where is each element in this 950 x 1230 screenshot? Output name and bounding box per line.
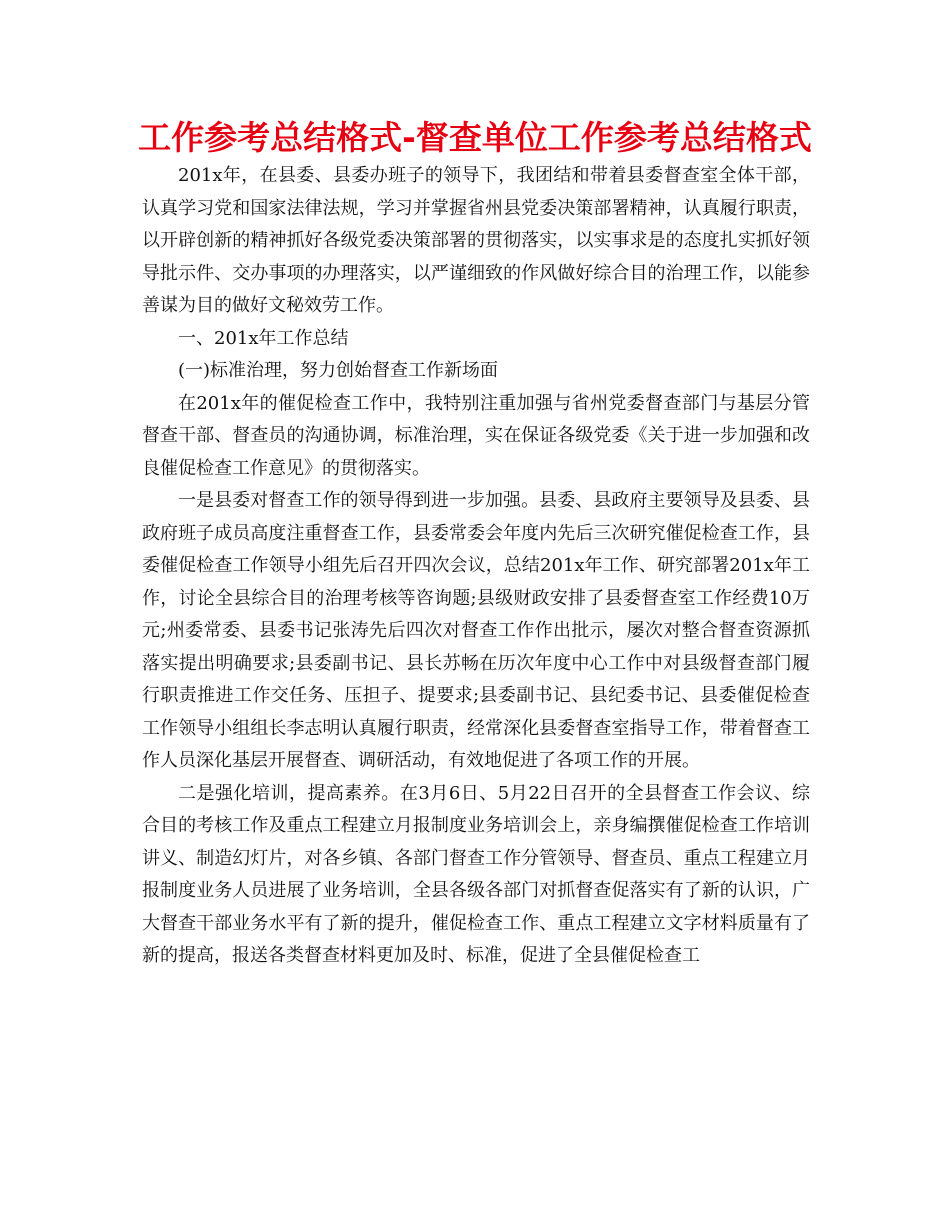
paragraph-coordination: 在201x年的催促检查工作中，我特别注重加强与省州党委督查部门与基层分管督查干部、督查员的沟通协调，标准治理，实在保证各级党委《关于进一步加强和改良催促检查工作意见》的贯彻落实。	[142, 392, 810, 479]
document-body	[142, 160, 810, 973]
document-title: 工作参考总结格式-督查单位工作参考总结格式	[138, 118, 812, 157]
paragraph-intro: 201x年，在县委、县委办班子的领导下，我团结和带着县委督查室全体干部，认真学习党和国家法律法规，学习并掌握省州县党委决策部署精神，认真履行职责，以开辟创新的精神抓好各级党委决策部署的贯彻落实，以实事求是的态度扎实抓好领导批示件、交办事项的办理落实，以严谨细致的作风做好综合目的治理工作，以能参善谋为目的做好文秘效劳工作。	[142, 165, 810, 316]
paragraph-training: 二是强化培训，提高素养。在3月6日、5月22日召开的全县督查工作会议、综合目的考核工作及重点工程建立月报制度业务培训会上，亲身编撰催促检查工作培训讲义、制造幻灯片，对各乡镇、各部门督查工作分管领导、督查员、重点工程建立月报制度业务人员进展了业务培训，全县各级各部门对抓督查促落实有了新的认识，广大督查干部业务水平有了新的提升，催促检查工作、重点工程建立文字材料质量有了新的提高，报送各类督查材料更加及时、标准，促进了全县催促检查工	[142, 782, 810, 966]
section-heading: 一、201x年工作总结	[178, 327, 349, 349]
paragraph-leadership: 一是县委对督查工作的领导得到进一步加强。县委、县政府主要领导及县委、县政府班子成员高度注重督查工作，县委常委会年度内先后三次研究催促检查工作，县委催促检查工作领导小组先后召开四次会议，总结201x年工作、研究部署201x年工作，讨论全县综合目的治理考核等咨询题;县级财政安排了县委督查室工作经费10万元;州委常委、县委书记张涛先后四次对督查工作作出批示，屡次对整合督查资源抓落实提出明确要求;县委副书记、县长苏畅在历次年度中心工作中对县级督查部门履行职责推进工作交任务、压担子、提要求;县委副书记、县纪委书记、县委催促检查工作领导小组组长李志明认真履行职责，经常深化县委督查室指导工作，带着督查工作人员深化基层开展督查、调研活动，有效地促进了各项工作的开展。	[142, 490, 810, 771]
subsection-heading: (一)标准治理，努力创始督查工作新场面	[178, 360, 499, 381]
